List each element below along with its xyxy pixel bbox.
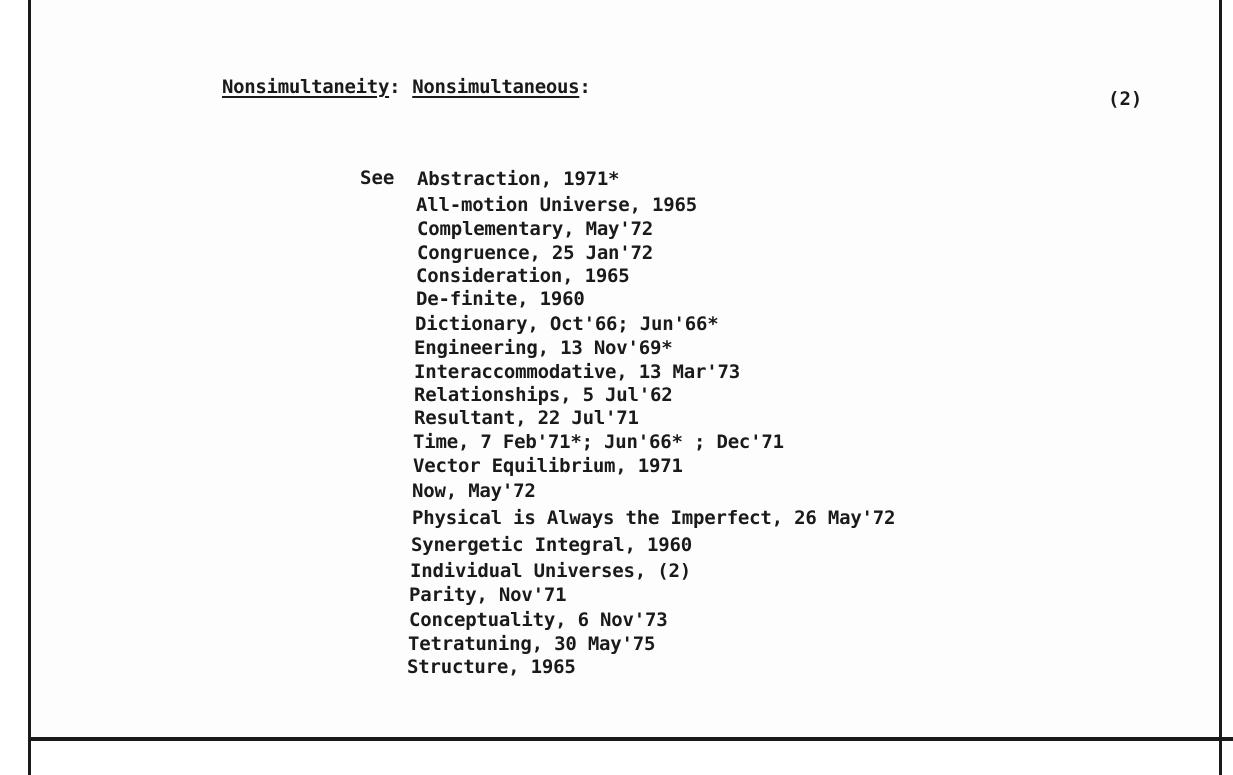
list-item: Relationships, 5 Jul'62 [414, 384, 673, 406]
list-item: Now, May'72 [412, 480, 536, 502]
list-item: Dictionary, Oct'66; Jun'66* [415, 313, 719, 335]
list-item: Physical is Always the Imperfect, 26 May'72 [412, 507, 896, 529]
list-item: Synergetic Integral, 1960 [411, 534, 692, 556]
list-item: Resultant, 22 Jul'71 [414, 407, 639, 429]
see-label: See [360, 167, 395, 189]
list-item: De-finite, 1960 [416, 288, 585, 310]
list-item: Engineering, 13 Nov'69* [414, 337, 673, 359]
list-item: Time, 7 Feb'71*; Jun'66* ; Dec'71 [413, 431, 784, 453]
list-item: Congruence, 25 Jan'72 [417, 242, 654, 264]
card-page-number: (2) [1108, 88, 1143, 110]
list-item: Interaccommodative, 13 Mar'73 [414, 361, 740, 383]
list-item: Tetratuning, 30 May'75 [408, 633, 656, 655]
list-item: Vector Equilibrium, 1971 [413, 455, 683, 477]
list-item: Conceptuality, 6 Nov'73 [409, 609, 668, 631]
list-item: Structure, 1965 [407, 656, 576, 678]
heading-separator: : [389, 76, 401, 98]
list-item: Parity, Nov'71 [409, 584, 567, 606]
list-item: All-motion Universe, 1965 [416, 194, 697, 216]
heading-term-nonsimultaneity: Nonsimultaneity [222, 76, 390, 98]
heading-term-nonsimultaneous: Nonsimultaneous [412, 76, 580, 98]
list-item: Abstraction, 1971* [417, 168, 620, 190]
heading-separator: : [579, 76, 591, 98]
list-item: Individual Universes, (2) [410, 560, 691, 582]
list-item: Consideration, 1965 [416, 265, 630, 287]
list-item: Complementary, May'72 [417, 218, 654, 240]
